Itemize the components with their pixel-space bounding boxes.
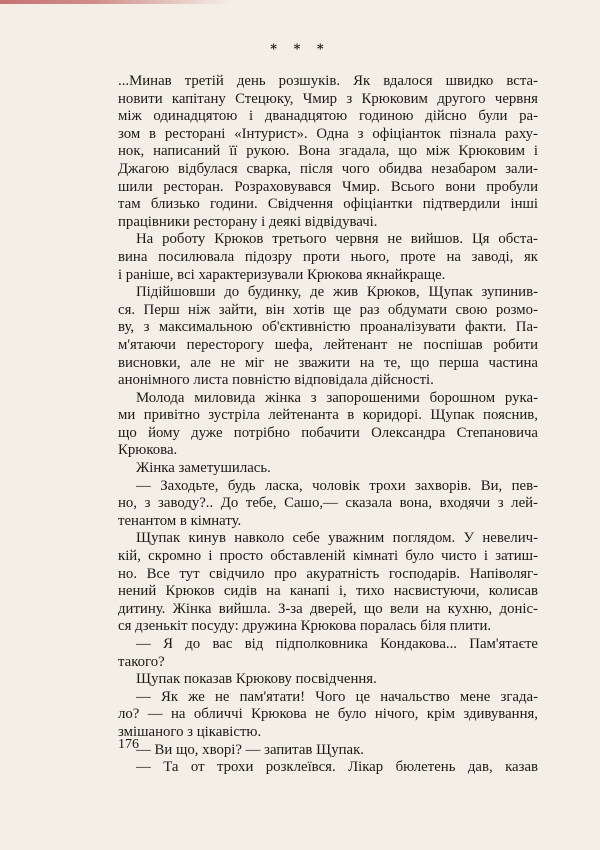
text-line: і раніше, всі характеризували Крюкова якнайкраще. [118,266,446,283]
text-line: м'ятаючи пересторогу шефа, лейтенант не поспішав робити [118,336,538,353]
text-line: нений Крюков сидів на канапі і, тихо насвистуючи, колисав [118,583,538,600]
text-line: ми привітно зустріла лейтенанта в коридорі. Щупак пояснив, [118,407,538,424]
page-edge-stain [0,0,230,4]
text-line: ся дзенькіт посуду: дружина Крюкова поралась біля плити. [118,618,492,635]
text-line: Жінка заметушилась. [136,460,271,477]
text-line: ву, з максимальною об'єктивністю проаналізувати факти. Па- [118,319,538,336]
text-line: — Я до вас від підполковника Кондакова... Пам'ятаєте [136,636,538,652]
text-line: висновки, але не міг не зважити на те, що перша частина [118,354,538,371]
text-line: вина посилювала підозру проти нього, проте на заводі, як [118,248,538,265]
text-line: Молода миловида жінка з запорошеними борошном рука- [136,389,538,406]
text-line: но, з заводу?.. До тебе, Сашо,— сказала вона, входячи з лей- [118,495,538,512]
text-line: шили ресторан. Розраховувався Чмир. Всього вони пробули [118,178,538,195]
text-line: зом в ресторані «Інтурист». Одна з офіціанток пізнала раху- [118,125,538,142]
text-line: — Заходьте, будь ласка, чоловік трохи захворів. Ви, пев- [136,477,538,494]
text-line: анонімного листа повністю відповідала дійсності. [118,372,434,389]
text-line: дитину. Жінка вийшла. З-за дверей, що вели на кухню, доніс- [118,600,538,617]
text-line: Крюкова. [118,442,178,459]
text-line: — Та от трохи розклеївся. Лікар бюлетень дав, казав [136,759,538,776]
text-line: Щупак кинув навколо себе уважним поглядом. У невелич- [136,530,538,547]
text-line: кій, скромно і просто обставленій кімнаті було чисто і затиш- [118,548,538,565]
text-line: змішаного з цікавістю. [118,723,262,740]
text-line: ся. Перш ніж зайти, він хотів ще раз обдумати свою розмо- [118,301,538,318]
page-number: 176 [118,737,139,752]
text-line: — Як же не пам'ятати! Чого це начальство мене згада- [136,688,538,705]
text-line: там близько години. Свідчення офіціантки підтвердили інші [118,196,538,213]
text-line: між одинадцятою і дванадцятою годиною дійсно були ра- [118,108,538,125]
text-line: новити капітану Стецюку, Чмир з Крюковим другого червня [118,90,538,107]
text-line: — Ви що, хворі? — запитав Щупак. [136,741,364,758]
text-line: такого? [118,653,165,670]
text-line: На роботу Крюков третього червня не вийшов. Ця обста- [136,231,538,248]
text-line: тенантом в кімнату. [118,512,242,529]
text-line: що йому дуже потрібно побачити Олександра Степановича [118,424,538,441]
text-line: ...Минав третій день розшуків. Як вдалося швидко вста- [118,73,538,89]
text-line: нок, написаний її рукою. Вона згадала, що між Крюковим і [118,143,538,160]
body-text [118,73,538,777]
text-line: Джагою відбулася сварка, після чого обидва незабаром зали- [118,160,538,177]
section-separator: * * * [270,42,330,57]
text-line: ло? — на обличчі Крюкова не було нічого, крім здивування, [118,706,538,723]
text-line: Щупак показав Крюкову посвідчення. [136,671,377,688]
text-line: Підійшовши до будинку, де жив Крюков, Щупак зупинив- [136,284,538,301]
text-line: но. Все тут свідчило про акуратність господарів. Напіволяг- [118,565,538,582]
text-line: працівники ресторану і деякі відвідувачі. [118,213,378,230]
